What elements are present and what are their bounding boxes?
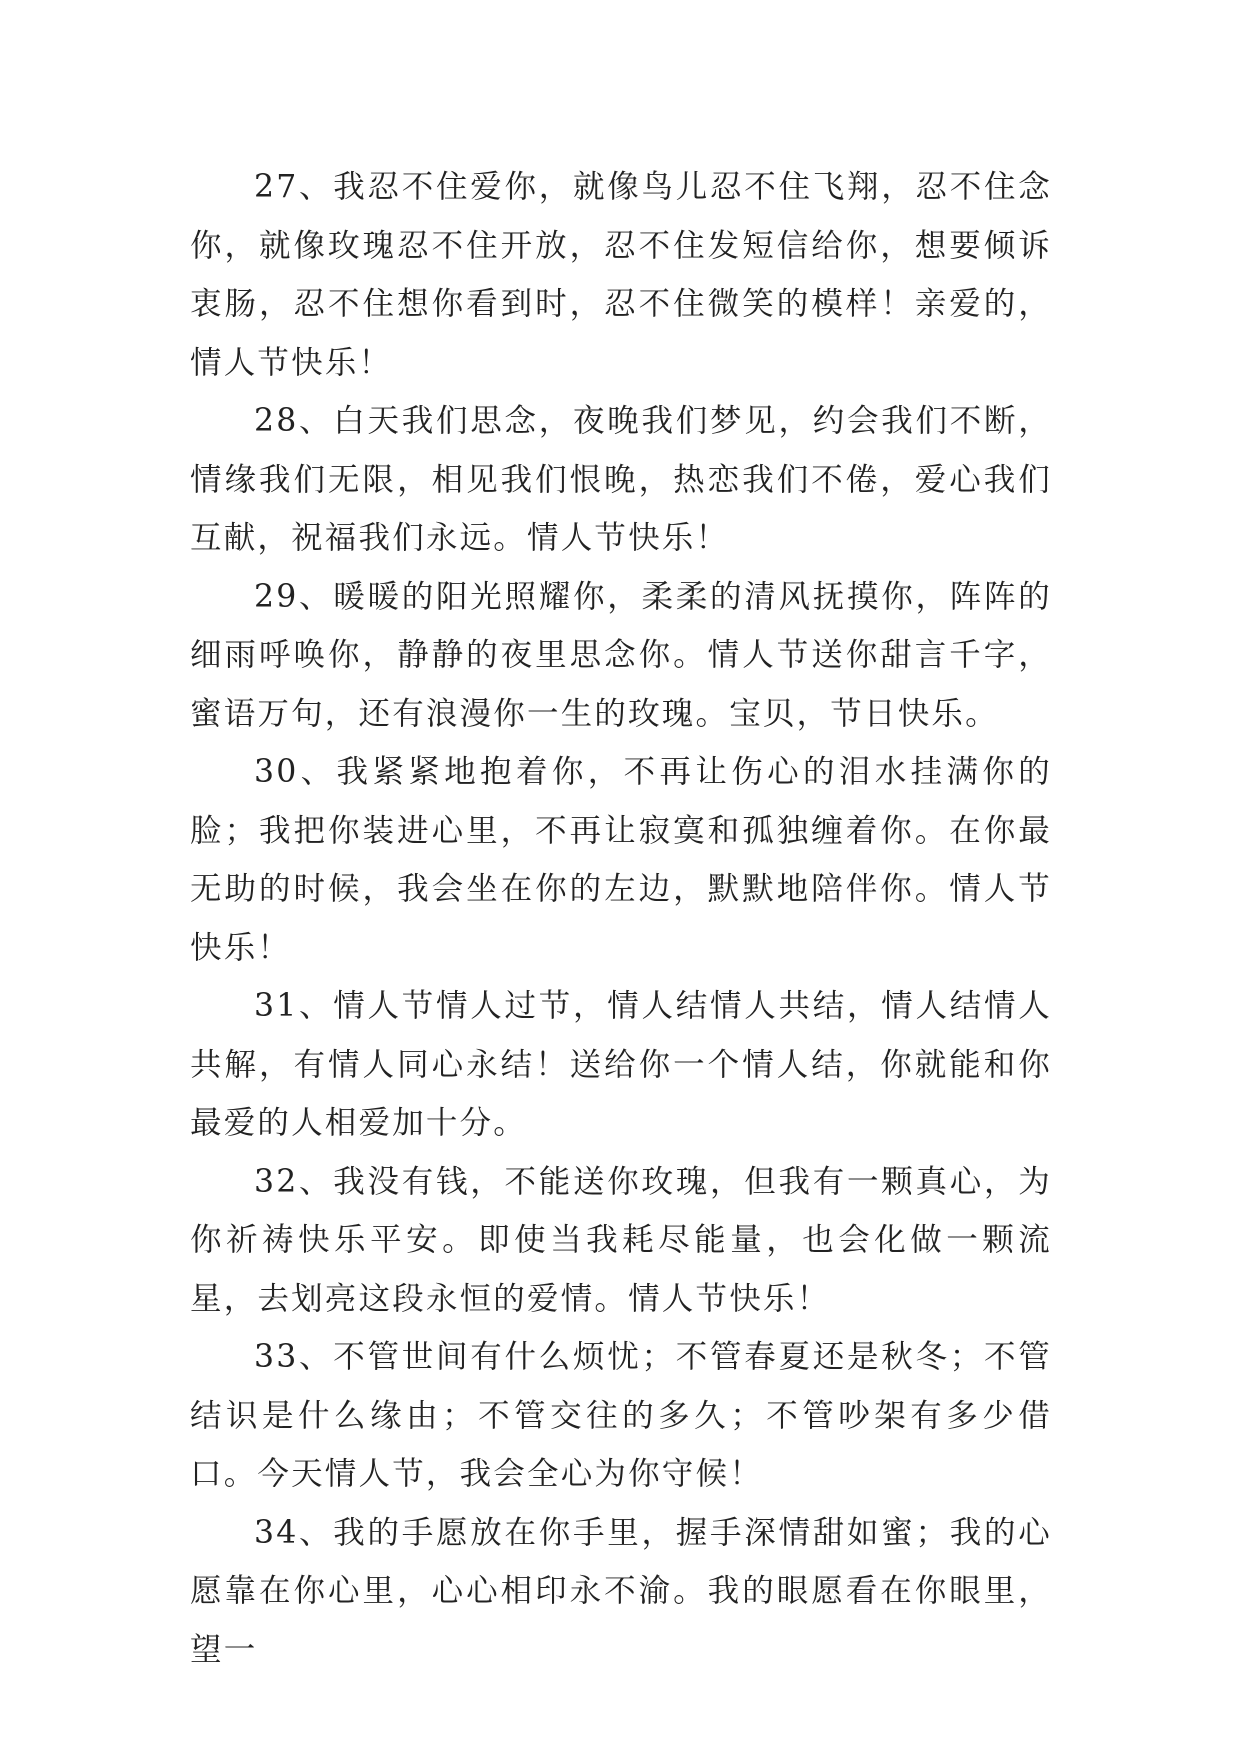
paragraph-27: 27、我忍不住爱你，就像鸟儿忍不住飞翔，忍不住念你，就像玫瑰忍不住开放，忍不住发短信给你，想要倾诉衷肠，忍不住想你看到时，忍不住微笑的模样！亲爱的，情人节快乐！ [190,169,1052,381]
paragraph-33: 33、不管世间有什么烦忧；不管春夏还是秋冬；不管结识是什么缘由；不管交往的多久；不管吵架有多少借口。今天情人节，我会全心为你守候！ [190,1339,1052,1492]
document-body [190,158,1052,1679]
paragraph-29: 29、暖暖的阳光照耀你，柔柔的清风抚摸你，阵阵的细雨呼唤你，静静的夜里思念你。情人节送你甜言千字，蜜语万句，还有浪漫你一生的玫瑰。宝贝，节日快乐。 [190,578,1052,732]
paragraph-31: 31、情人节情人过节，情人结情人共结，情人结情人共解，有情人同心永结！送给你一个情人结，你就能和你最爱的人相爱加十分。 [190,988,1052,1141]
paragraph-30: 30、我紧紧地抱着你，不再让伤心的泪水挂满你的脸；我把你装进心里，不再让寂寞和孤独缠着你。在你最无助的时候，我会坐在你的左边，默默地陪伴你。情人节快乐！ [190,754,1052,966]
paragraph-34: 34、我的手愿放在你手里，握手深情甜如蜜；我的心愿靠在你心里，心心相印永不渝。我的眼愿看在你眼里，望一 [190,1514,1052,1668]
paragraph-28: 28、白天我们思念，夜晚我们梦见，约会我们不断，情缘我们无限，相见我们恨晚，热恋我们不倦，爱心我们互献，祝福我们永远。情人节快乐！ [190,403,1052,556]
paragraph-32: 32、我没有钱，不能送你玫瑰，但我有一颗真心，为你祈祷快乐平安。即使当我耗尽能量，也会化做一颗流星，去划亮这段永恒的爱情。情人节快乐！ [190,1163,1052,1317]
